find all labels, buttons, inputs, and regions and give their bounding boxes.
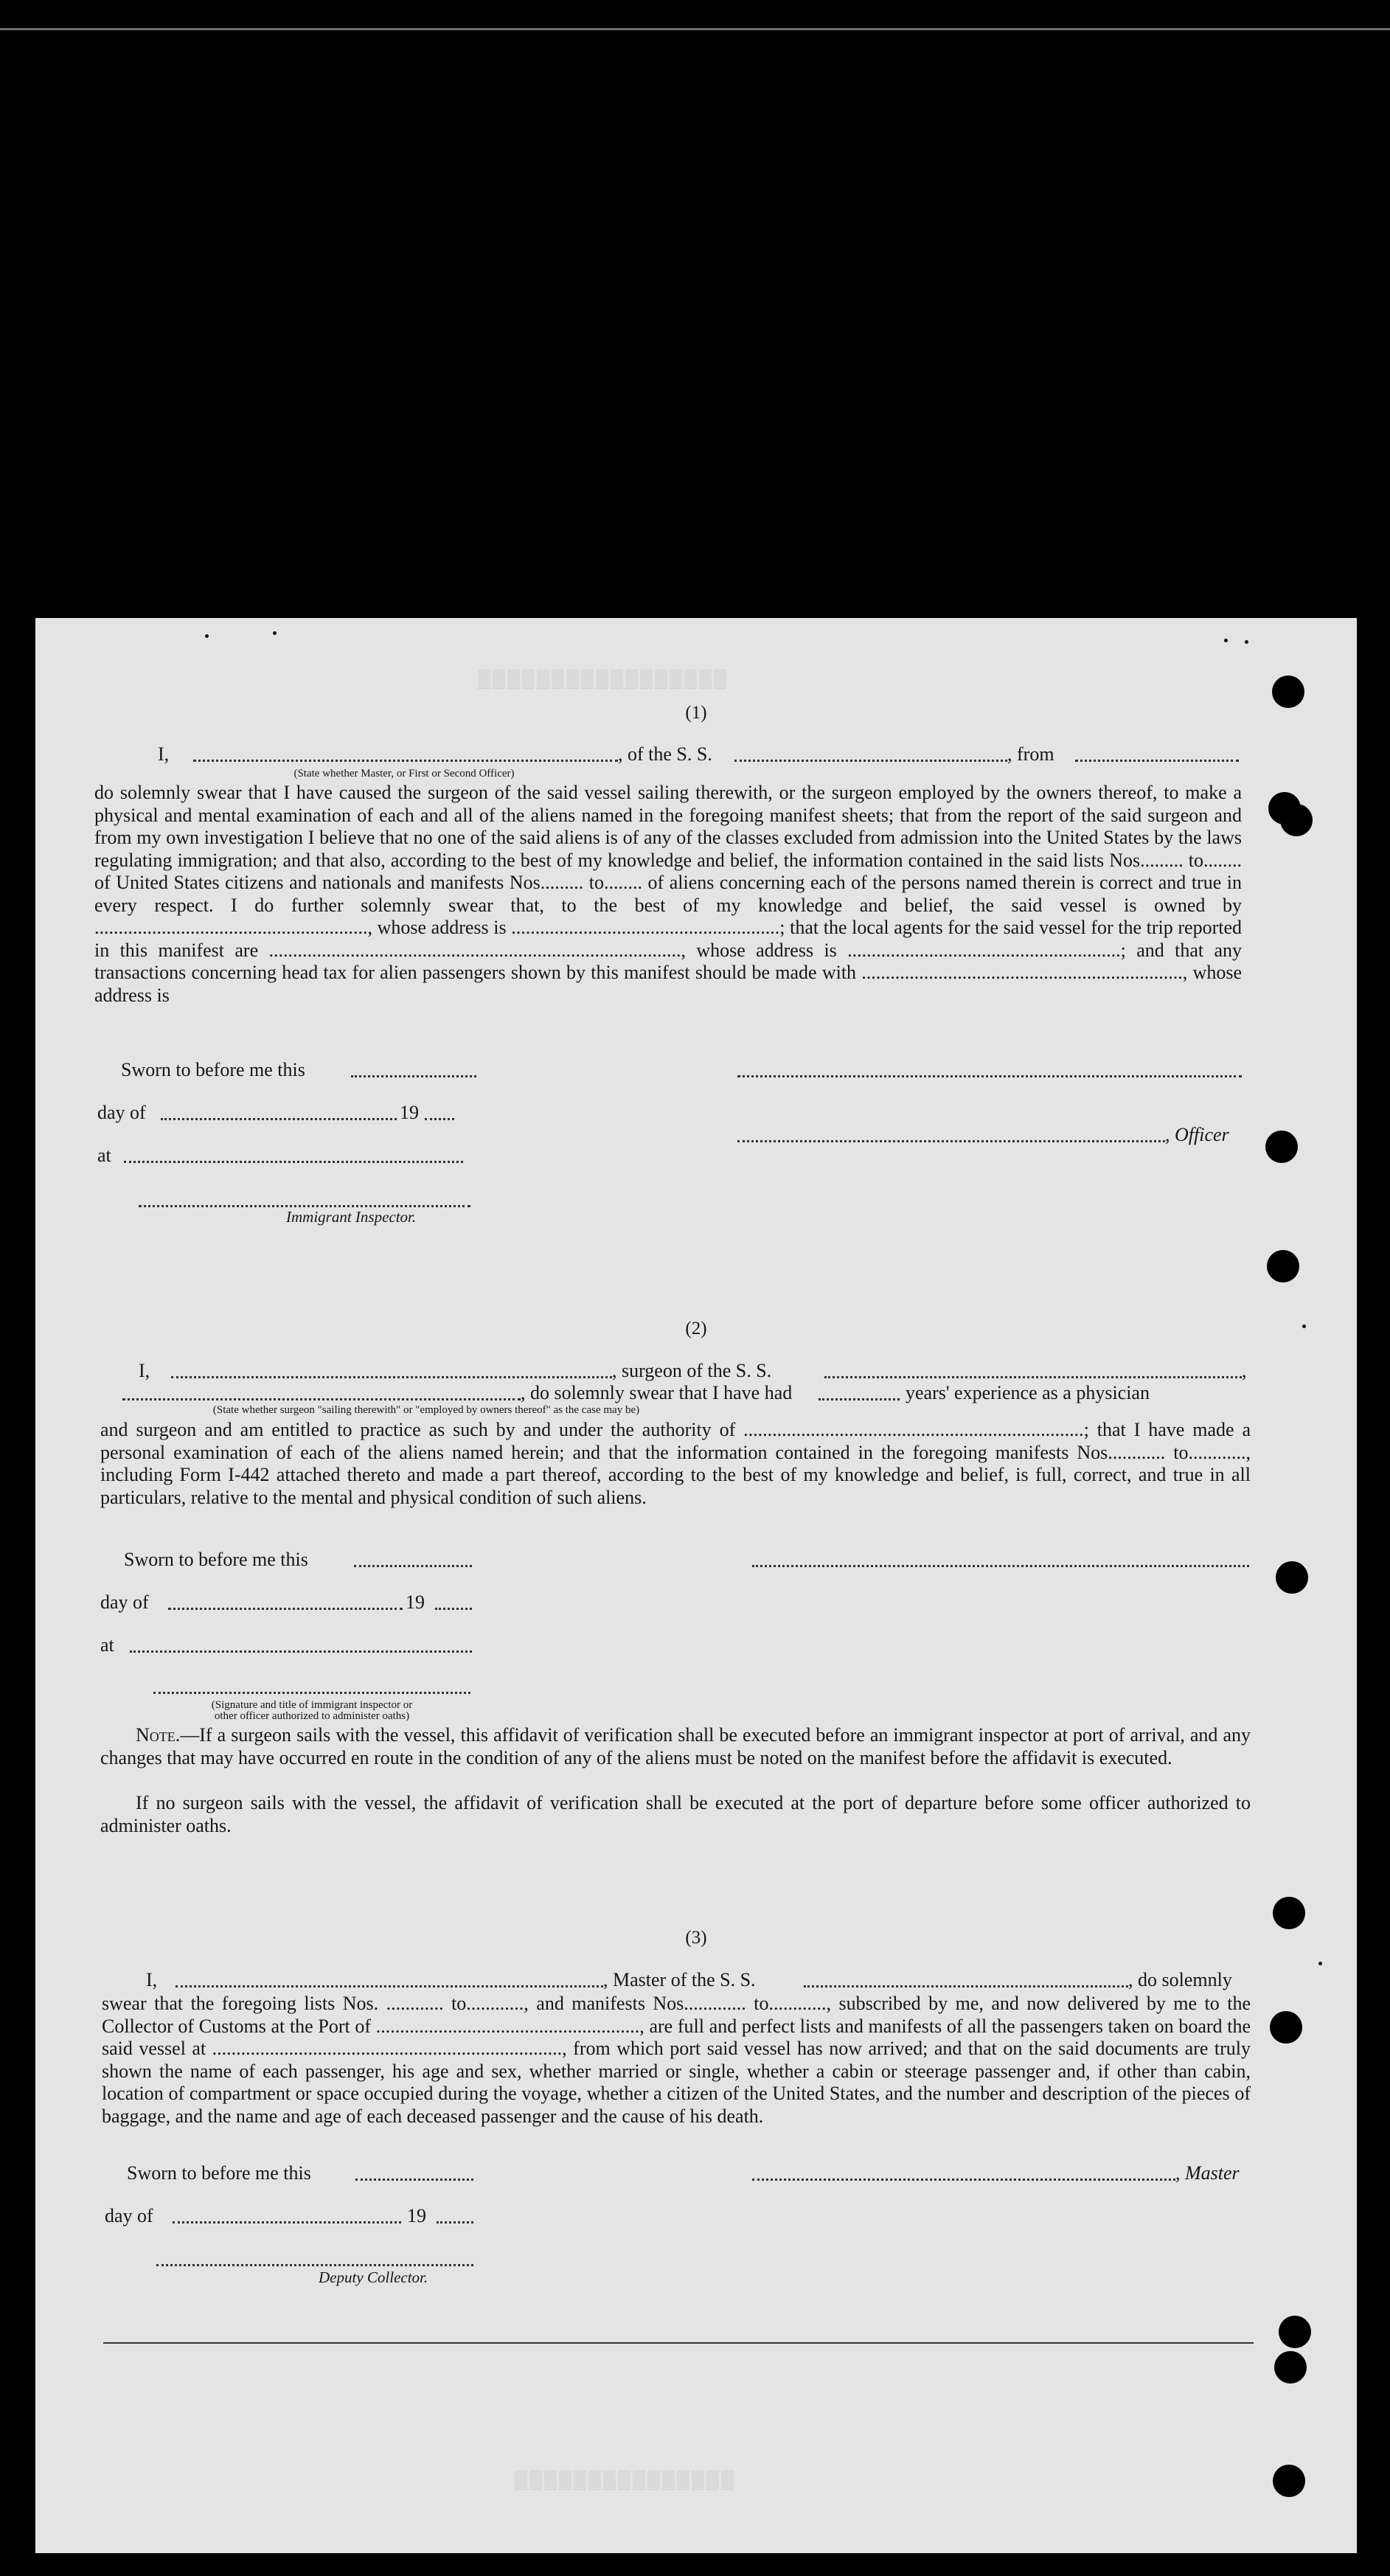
s1-i-label: I, [158, 743, 170, 765]
s1-sworn-label: Sworn to before me this [121, 1059, 305, 1080]
s3-master-signature-label [1175, 2162, 1240, 2184]
s1-year-label: 19 [400, 1102, 419, 1123]
punch-hole [1273, 1897, 1305, 1929]
affidavit-form-page [35, 618, 1357, 2553]
s3-sworn-label: Sworn to before me this [127, 2162, 311, 2184]
s2-years-field[interactable] [819, 1398, 900, 1400]
s1-sworn-date-field[interactable] [351, 1075, 476, 1077]
s3-year-field[interactable] [437, 2221, 473, 2223]
punch-hole [1279, 2316, 1311, 2348]
s1-ship-name-field[interactable] [734, 760, 1007, 762]
s3-master-text: , Master [1175, 2162, 1240, 2184]
s1-master-field[interactable] [193, 760, 618, 762]
s1-line1 [158, 743, 169, 765]
section-3-number: (3) [685, 1928, 707, 1948]
s1-officer-text: , Officer [1165, 1124, 1229, 1145]
bleed-through-marks: ▒▒▒▒▒▒▒▒▒▒▒▒▒▒▒▒▒ [478, 670, 729, 689]
s2-ship-name-field[interactable] [824, 1376, 1242, 1378]
s2-i-label: I, [139, 1360, 150, 1381]
speck [273, 631, 277, 635]
s1-inspector-label: Immigrant Inspector. [286, 1208, 417, 1226]
s3-sworn-date-field[interactable] [355, 2179, 473, 2181]
top-edge-line [0, 28, 1390, 30]
punch-hole [1270, 2011, 1302, 2044]
s1-day-field[interactable] [161, 1118, 397, 1120]
section-1-number: (1) [685, 703, 707, 723]
punch-hole [1276, 1561, 1308, 1594]
s2-note-label: Note. [136, 1724, 181, 1746]
s3-deputy-label: Deputy Collector. [319, 2268, 428, 2286]
punch-hole [1267, 1250, 1299, 1282]
s1-at-label: at [97, 1145, 111, 1166]
s2-at-label: at [100, 1634, 114, 1656]
s3-master-signature-line[interactable] [752, 2179, 1175, 2181]
speck [205, 634, 209, 638]
s1-officer-signature-line-1[interactable] [737, 1075, 1242, 1077]
s1-at-field[interactable] [124, 1161, 463, 1163]
s3-i-label: I, [146, 1969, 158, 1990]
s3-swear-label: , do solemnly [1128, 1969, 1232, 1990]
s3-year-label: 19 [407, 2205, 426, 2226]
s3-body: swear that the foregoing lists Nos. ............ to............, and manifests Nos............. to............, subscribed by me, and now delivered by me to the Collector of Customs at the Port of ......................................................., are full and perfect lists and manifests of all the passengers taken on board the said vessel at ........................................................................., from which port said vessel has now arrived; and that on the said documents are truly shown the name of each passenger, his age and sex, whether married or single, whether a cabin or steerage passenger and, if other than cabin, location of compartment or space occupied during the voyage, whether a citizen of the United States, and the number and description of the pieces of baggage, and the name and age of each deceased passenger and the cause of his death. [102, 1993, 1251, 2127]
s2-year-label: 19 [406, 1591, 425, 1613]
s2-note [100, 1724, 1251, 1769]
bleed-through-marks: ▒▒▒▒▒▒▒▒▒▒▒▒▒▒▒ [515, 2471, 737, 2490]
s2-sig-caption-2: other officer authorized to administer oaths) [214, 1710, 410, 1722]
s2-day-field[interactable] [168, 1608, 403, 1610]
speck [1224, 639, 1228, 642]
s2-note-2: If no surgeon sails with the vessel, the affidavit of verification shall be executed at the port of departure before some officer authorized to administer oaths. [100, 1792, 1251, 1836]
s1-officer-signature-line-2[interactable] [737, 1140, 1165, 1142]
s1-year-field[interactable] [425, 1118, 454, 1120]
s3-master-name-field[interactable] [176, 1985, 603, 1987]
bottom-rule [103, 2342, 1254, 2344]
s2-caption: (State whether surgeon "sailing therewith" or "employed by owners thereof" as the case may be) [212, 1404, 640, 1416]
s2-comma: , [1242, 1360, 1247, 1381]
speck [1245, 640, 1248, 644]
s1-from-label: , from [1007, 743, 1054, 765]
s2-at-field[interactable] [130, 1650, 472, 1653]
punch-hole [1274, 2351, 1307, 2384]
punch-hole [1280, 804, 1313, 836]
s2-note-text: —If a surgeon sails with the vessel, this affidavit of verification shall be executed before an immigrant inspector at port of arrival, and any changes that may have occurred en route in the condition of any of the aliens must be noted on the manifest before the affidavit is executed. [100, 1724, 1251, 1768]
s2-day-of-label: day of [100, 1591, 149, 1613]
s2-surgeon-signature-line[interactable] [752, 1565, 1249, 1567]
punch-hole [1265, 1131, 1298, 1163]
s1-officer-label [1165, 1124, 1229, 1146]
s1-from-port-field[interactable] [1075, 760, 1239, 762]
s2-sworn-date-field[interactable] [354, 1565, 472, 1567]
s2-sig-caption-1: (Signature and title of immigrant inspector or [211, 1699, 413, 1711]
s3-day-field[interactable] [173, 2221, 401, 2223]
punch-hole [1273, 2465, 1305, 2497]
s2-swear-label: , do solemnly swear that I have had [521, 1382, 793, 1403]
s2-years-label: years' experience as a physician [906, 1382, 1150, 1403]
s1-body: do solemnly swear that I have caused the surgeon of the said vessel sailing therewith, or the surgeon employed by the owners thereof, to make a physical and mental examination of each and all of the aliens named in the foregoing manifest sheets; that from the report of the said surgeon and from my own investigation I believe that no one of the said aliens is of any of the classes excluded from admission into the United States by the laws regulating immigration; and that also, according to the best of my knowledge and belief, the information contained in the said lists Nos......... to........ of United States citizens and nationals and manifests Nos......... to........ of aliens concerning each of the persons named therein is correct and true in every respect. I do further solemnly swear that, to the best of my knowledge and belief, the said vessel is owned by ........................................................., whose address is ........................................................; that the local agents for the said vessel for the trip reported in this manifest are ......................................................................................, whose address is .........................................................; and that any transactions concerning head tax for alien passengers shown by this manifest should be made with ..................................................................., whose address is [94, 782, 1242, 1006]
s1-caption: (State whether Master, or First or Second Officer) [293, 768, 515, 780]
s3-ship-name-field[interactable] [804, 1985, 1128, 1987]
s2-status-field[interactable] [122, 1398, 521, 1400]
s1-inspector-signature-line[interactable] [139, 1205, 470, 1207]
s3-master-label: , Master of the S. S. [603, 1969, 756, 1990]
speck [1318, 1962, 1322, 1965]
s2-sworn-label: Sworn to before me this [124, 1549, 308, 1570]
s2-inspector-signature-line[interactable] [153, 1692, 470, 1694]
s1-of-ss-label: , of the S. S. [618, 743, 712, 765]
s2-year-field[interactable] [435, 1608, 472, 1610]
s2-body: and surgeon and am entitled to practice as such by and under the authority of .......................................................................; that I have made a personal examination of each of the aliens named herein; and that the information contained in the foregoing manifests Nos............ to............, including Form I-442 attached thereto and made a part thereof, according to the best of my knowledge and belief, is full, correct, and true in all particulars, relative to the mental and physical condition of such aliens. [100, 1419, 1251, 1508]
section-2-number: (2) [685, 1319, 707, 1339]
s1-day-of-label: day of [97, 1102, 146, 1123]
s3-deputy-signature-line[interactable] [156, 2264, 473, 2266]
s2-surgeon-name-field[interactable] [171, 1376, 612, 1378]
s3-day-of-label: day of [105, 2205, 153, 2226]
s2-surgeon-label: , surgeon of the S. S. [612, 1360, 772, 1381]
